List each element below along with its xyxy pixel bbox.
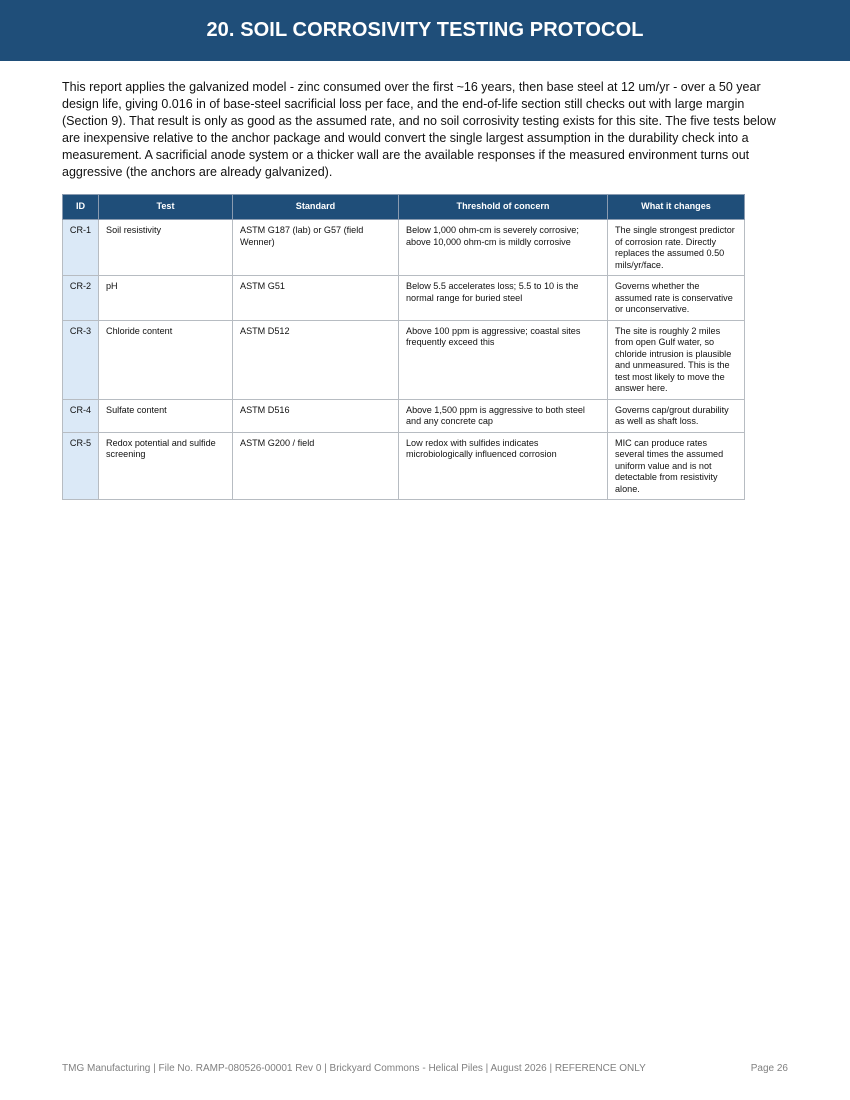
- column-header-threshold: Threshold of concern: [399, 195, 608, 220]
- test-name-cell: Redox potential and sulfide screening: [99, 432, 233, 500]
- test-id-cell: CR-3: [63, 320, 99, 399]
- test-threshold-cell: Low redox with sulfides indicates microbiologically influenced corrosion: [399, 432, 608, 500]
- test-name-cell: Soil resistivity: [99, 220, 233, 276]
- test-threshold-cell: Above 100 ppm is aggressive; coastal sites frequently exceed this: [399, 320, 608, 399]
- table-row: [63, 220, 745, 276]
- test-changes-cell: Governs whether the assumed rate is conservative or unconservative.: [608, 276, 745, 321]
- section-title: 20. SOIL CORROSIVITY TESTING PROTOCOL: [206, 19, 644, 41]
- test-id-cell: CR-4: [63, 399, 99, 432]
- page-number: Page 26: [750, 1063, 788, 1074]
- test-id-cell: CR-2: [63, 276, 99, 321]
- table-row: [63, 432, 745, 500]
- test-standard-cell: ASTM G187 (lab) or G57 (field Wenner): [233, 220, 399, 276]
- test-changes-cell: The single strongest predictor of corrosion rate. Directly replaces the assumed 0.50 mils/yr/face.: [608, 220, 745, 276]
- test-standard-cell: ASTM D512: [233, 320, 399, 399]
- column-header-id: ID: [63, 195, 99, 220]
- test-standard-cell: ASTM D516: [233, 399, 399, 432]
- table-row: [63, 320, 745, 399]
- test-changes-cell: The site is roughly 2 miles from open Gulf water, so chloride intrusion is plausible and unmeasured. This is the test most likely to move the answer here.: [608, 320, 745, 399]
- section-header-band: [0, 0, 850, 61]
- test-standard-cell: ASTM G51: [233, 276, 399, 321]
- test-name-cell: Chloride content: [99, 320, 233, 399]
- test-changes-cell: MIC can produce rates several times the assumed uniform value and is not detectable from resistivity alone.: [608, 432, 745, 500]
- page-footer: TMG Manufacturing | File No. RAMP-080526-00001 Rev 0 | Brickyard Commons - Helical Piles | August 2026 | REFERENCE ONLY: [62, 1063, 646, 1074]
- test-changes-cell: Governs cap/grout durability as well as shaft loss.: [608, 399, 745, 432]
- column-header-changes: What it changes: [608, 195, 745, 220]
- table-header-row: [63, 195, 745, 220]
- corrosivity-test-table: [62, 194, 745, 500]
- test-id-cell: CR-1: [63, 220, 99, 276]
- column-header-standard: Standard: [233, 195, 399, 220]
- test-id-cell: CR-5: [63, 432, 99, 500]
- table-row: [63, 276, 745, 321]
- test-threshold-cell: Above 1,500 ppm is aggressive to both steel and any concrete cap: [399, 399, 608, 432]
- test-threshold-cell: Below 5.5 accelerates loss; 5.5 to 10 is the normal range for buried steel: [399, 276, 608, 321]
- test-threshold-cell: Below 1,000 ohm-cm is severely corrosive; above 10,000 ohm-cm is mildly corrosive: [399, 220, 608, 276]
- intro-paragraph: This report applies the galvanized model - zinc consumed over the first ~16 years, then base steel at 12 um/yr - over a 50 year design life, giving 0.016 in of base-steel sacrificial loss per face, and the end-of-life section still checks out with large margin (Section 9). That result is only as good as the assumed rate, and no soil corrosivity testing exists for this site. The five tests below are inexpensive relative to the anchor package and would convert the single largest assumption in the durability check into a measurement. A sacrificial anode system or a thicker wall are the available responses if the measured environment turns out aggressive (the anchors are already galvanized).: [62, 80, 776, 179]
- test-standard-cell: ASTM G200 / field: [233, 432, 399, 500]
- column-header-test: Test: [99, 195, 233, 220]
- test-name-cell: Sulfate content: [99, 399, 233, 432]
- test-name-cell: pH: [99, 276, 233, 321]
- table-row: [63, 399, 745, 432]
